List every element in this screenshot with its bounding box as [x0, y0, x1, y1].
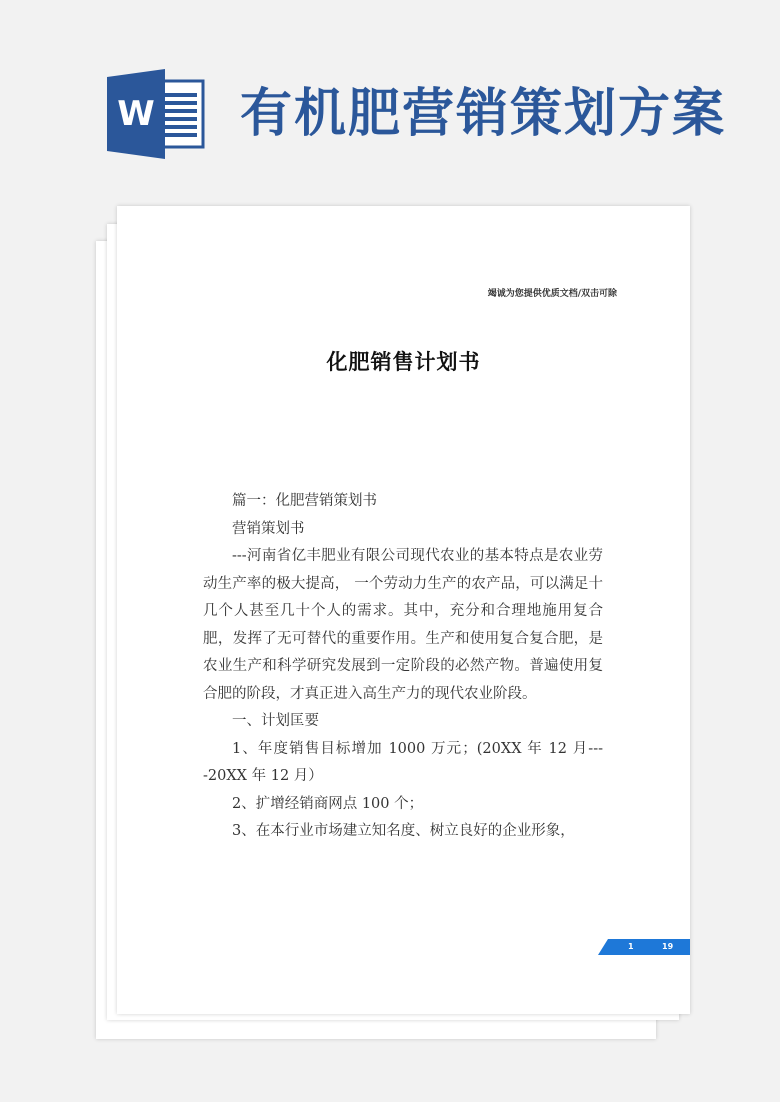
intro-paragraph: ---河南省亿丰肥业有限公司现代农业的基本特点是农业劳动生产率的极大提高， 一个劳动力生产的农产品，可以满足十几个人甚至几十个人的需求。其中，充分和合理地施用复合肥，发挥了无可替代的重要作用。生产和使用复合复合肥，是农业生产和科学研究发展到一定阶段的必然产物。普遍使用复合肥的阶段，才真正进入高生产力的现代农业阶段。	[203, 548, 603, 702]
document-body	[203, 488, 603, 846]
document-title: 化肥销售计划书	[326, 350, 481, 374]
document-page	[117, 206, 690, 1014]
plan-summary-heading: 一、计划匡要	[232, 713, 319, 729]
plan-item-3: 3、在本行业市场建立知名度、树立良好的企业形象，	[232, 823, 575, 839]
plan-item-2: 2、扩增经销商网点 100 个；	[232, 795, 424, 812]
page-number-current: 1	[628, 942, 634, 951]
page-number-total: 19	[662, 942, 674, 951]
section-heading: 篇一：化肥营销策划书	[232, 493, 377, 509]
page-footer-bar	[598, 939, 690, 955]
word-logo-icon	[107, 69, 207, 159]
page-header-note: 竭诚为您提供优质文档/双击可除	[487, 289, 617, 299]
plan-item-1: 1、年度销售目标增加 1000 万元；(20XX 年 12 月----20XX 年 12 月）	[203, 740, 603, 784]
svg-text:W: W	[117, 94, 155, 134]
banner-title: 有机肥营销策划方案	[240, 83, 727, 144]
subheading: 营销策划书	[232, 520, 305, 537]
page-footer	[598, 939, 690, 955]
